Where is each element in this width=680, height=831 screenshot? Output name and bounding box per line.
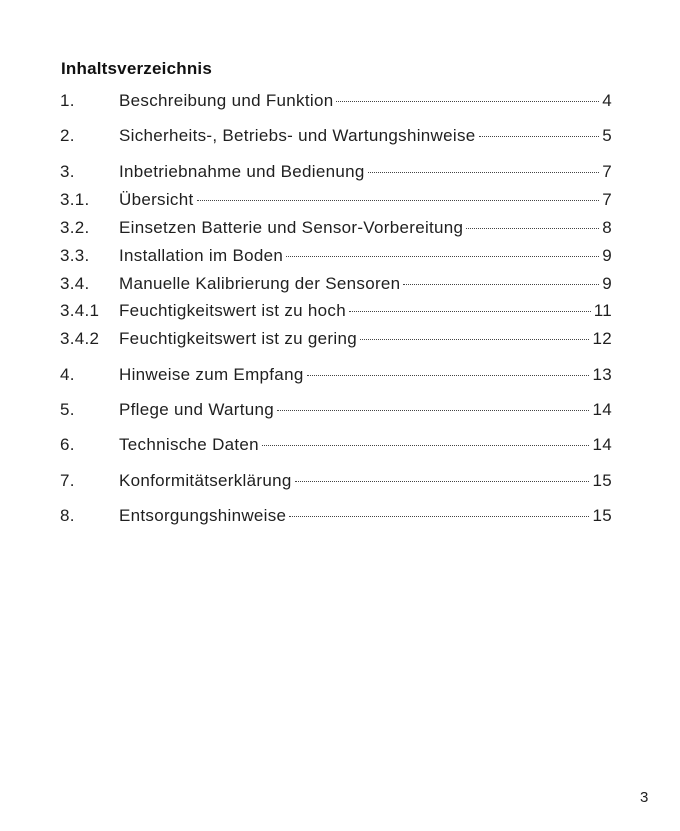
toc-entry-1[interactable] xyxy=(60,91,612,115)
toc-entry-page: 8 xyxy=(602,218,612,237)
toc-entry-title: Manuelle Kalibrierung der Sensoren xyxy=(119,274,401,293)
toc-entry-number: 3.4.2 xyxy=(60,329,100,348)
toc-entry-page: 12 xyxy=(592,329,612,348)
dot-leader xyxy=(479,136,600,137)
dot-leader xyxy=(360,339,590,340)
toc-entry-page: 15 xyxy=(592,506,612,525)
toc-entry-number: 3.2. xyxy=(60,218,90,237)
toc-entry-3-2[interactable] xyxy=(60,218,612,242)
toc-entry-title: Konformitätserklärung xyxy=(119,471,292,490)
toc-entry-5[interactable] xyxy=(60,400,612,424)
dot-leader xyxy=(349,311,591,312)
dot-leader xyxy=(197,200,600,201)
toc-entry-title: Technische Daten xyxy=(119,435,259,454)
toc-entry-number: 3.3. xyxy=(60,246,90,265)
dot-leader xyxy=(277,410,589,411)
toc-entry-title: Entsorgungshinweise xyxy=(119,506,287,525)
toc-entry-title: Pflege und Wartung xyxy=(119,400,275,419)
toc-entry-number: 2. xyxy=(60,126,75,145)
toc-entry-number: 3. xyxy=(60,162,75,181)
toc-entry-3[interactable] xyxy=(60,162,612,186)
toc-entry-number: 3.1. xyxy=(60,190,90,209)
toc-entry-page: 5 xyxy=(602,126,612,145)
toc-entry-page: 15 xyxy=(592,471,612,490)
dot-leader xyxy=(368,172,600,173)
toc-entry-3-4-1[interactable] xyxy=(60,301,612,325)
toc-entry-number: 4. xyxy=(60,365,75,384)
toc-entry-number: 3.4.1 xyxy=(60,301,100,320)
toc-entry-3-3[interactable] xyxy=(60,246,612,270)
toc-entry-page: 13 xyxy=(592,365,612,384)
toc-entry-number: 1. xyxy=(60,91,75,110)
toc-entry-number: 6. xyxy=(60,435,75,454)
toc-entry-title: Hinweise zum Empfang xyxy=(119,365,304,384)
toc-entry-title: Feuchtigkeitswert ist zu hoch xyxy=(119,301,346,320)
toc-entry-number: 7. xyxy=(60,471,75,490)
dot-leader xyxy=(307,375,590,376)
toc-entry-number: 8. xyxy=(60,506,75,525)
dot-leader xyxy=(295,481,590,482)
toc-entry-3-1[interactable] xyxy=(60,190,612,214)
dot-leader xyxy=(286,256,599,257)
toc-entry-title: Übersicht xyxy=(119,190,194,209)
toc-entry-page: 14 xyxy=(592,400,612,419)
toc-entry-8[interactable] xyxy=(60,506,612,530)
toc-entry-title: Feuchtigkeitswert ist zu gering xyxy=(119,329,357,348)
toc-entry-4[interactable] xyxy=(60,365,612,389)
toc-entry-page: 7 xyxy=(602,190,612,209)
toc-entry-number: 3.4. xyxy=(60,274,90,293)
toc-entry-page: 9 xyxy=(602,246,612,265)
toc-entry-page: 11 xyxy=(593,301,612,320)
toc-entry-3-4[interactable] xyxy=(60,274,612,298)
toc-entry-page: 4 xyxy=(602,91,612,110)
toc-entry-3-4-2[interactable] xyxy=(60,329,612,353)
toc-entry-title: Einsetzen Batterie und Sensor-Vorbereitung xyxy=(119,218,464,237)
toc-entry-2[interactable] xyxy=(60,126,612,150)
page-number: 3 xyxy=(640,789,649,806)
toc-entry-title: Inbetriebnahme und Bedienung xyxy=(119,162,365,181)
toc-entry-title: Sicherheits-, Betriebs- und Wartungshinweise xyxy=(119,126,476,145)
toc-entry-page: 7 xyxy=(602,162,612,181)
dot-leader xyxy=(289,516,589,517)
toc-entry-7[interactable] xyxy=(60,471,612,495)
toc-heading: Inhaltsverzeichnis xyxy=(61,59,212,78)
toc-entry-title: Beschreibung und Funktion xyxy=(119,91,334,110)
toc-entry-number: 5. xyxy=(60,400,75,419)
toc-entry-6[interactable] xyxy=(60,435,612,459)
dot-leader xyxy=(262,445,590,446)
dot-leader xyxy=(466,228,599,229)
toc-entry-title: Installation im Boden xyxy=(119,246,284,265)
toc-entry-page: 14 xyxy=(592,435,612,454)
dot-leader xyxy=(403,284,599,285)
toc-entry-page: 9 xyxy=(602,274,612,293)
dot-leader xyxy=(336,101,599,102)
